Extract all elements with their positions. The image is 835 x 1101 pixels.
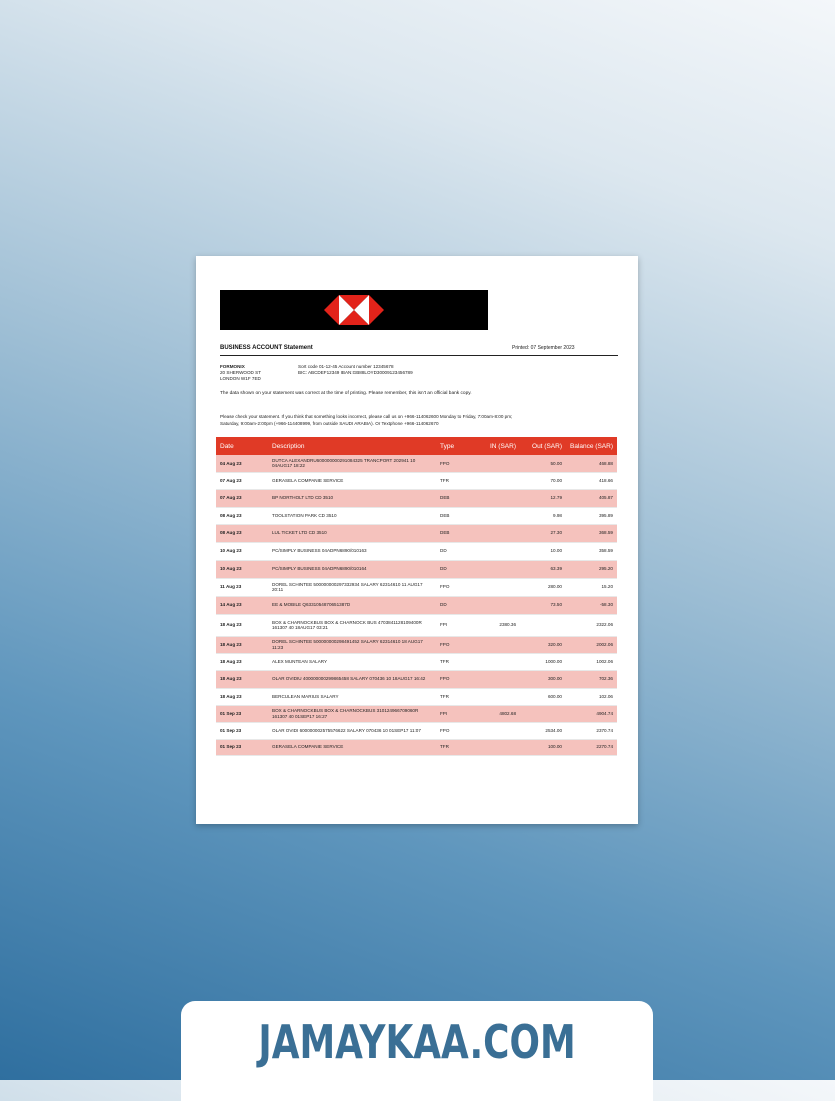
bank-logo-bar bbox=[220, 290, 488, 330]
table-row bbox=[216, 739, 617, 755]
cell-type: TFR bbox=[436, 739, 474, 755]
header-divider bbox=[220, 355, 618, 356]
cell-description: BP NORTHOLT LTD CD 3510 bbox=[268, 489, 436, 507]
cell-out: 10.00 bbox=[520, 542, 566, 560]
cell-date: 18 Aug 23 bbox=[216, 688, 268, 705]
cell-balance: 2370.74 bbox=[566, 722, 617, 739]
cell-in bbox=[474, 489, 520, 507]
contact-notice: Please check your statement. If you think that something looks incorrect, please call us on +966-114062600 Monday to Friday, 7:00am-8:00 pm; Saturday, 9:00am-2:00pm (+966-114408999, from outside SAUDI ARABIA). Or Textphone +966-114062670 bbox=[220, 414, 513, 426]
cell-description: DUTCA ALEXANDRU600000000291084325 TRANCPORT 202941 10 04AUG17 18:22 bbox=[268, 455, 436, 472]
cell-out: 70.00 bbox=[520, 472, 566, 489]
cell-date: 18 Aug 23 bbox=[216, 614, 268, 636]
cell-description: PC/SIMPLY BUSINESS 04ADPN6890/010163 bbox=[268, 542, 436, 560]
cell-description: TOOLSTATION PARK CD 3510 bbox=[268, 507, 436, 524]
cell-description: EE & MOBILE Q6331054870651387D bbox=[268, 596, 436, 614]
table-row bbox=[216, 596, 617, 614]
column-header-description: Description bbox=[268, 437, 436, 455]
cell-balance: 702.36 bbox=[566, 670, 617, 688]
cell-in bbox=[474, 524, 520, 542]
cell-type: DEB bbox=[436, 489, 474, 507]
cell-out: 63.39 bbox=[520, 560, 566, 578]
cell-in bbox=[474, 542, 520, 560]
cell-description: BOX & CHARNOCKBUS BOX & CHARNOCK BUS 4703841128109400R 161307 40 18AUG17 03:21 bbox=[268, 614, 436, 636]
cell-description: PC/SIMPLY BUSINESS 04ADPN6890/010164 bbox=[268, 560, 436, 578]
data-notice: The data shown on your statement was correct at the time of printing. Please remember, this isn't an official bank copy. bbox=[220, 391, 472, 396]
cell-type: FPI bbox=[436, 614, 474, 636]
cell-out: 73.50 bbox=[520, 596, 566, 614]
printed-date: Printed: 07 September 2023 bbox=[512, 345, 575, 351]
cell-out: 600.00 bbox=[520, 688, 566, 705]
column-header-balance: Balance (SAR) bbox=[566, 437, 617, 455]
account-line-1: Sort code 01-12-45 Account number 12345678 bbox=[298, 364, 394, 369]
cell-type: FPO bbox=[436, 578, 474, 596]
table-row bbox=[216, 653, 617, 670]
cell-type: TFR bbox=[436, 472, 474, 489]
footer-banner bbox=[181, 1001, 653, 1101]
table-row bbox=[216, 614, 617, 636]
table-row bbox=[216, 670, 617, 688]
cell-date: 11 Aug 23 bbox=[216, 578, 268, 596]
cell-balance: 368.59 bbox=[566, 524, 617, 542]
cell-in bbox=[474, 739, 520, 755]
cell-type: FPO bbox=[436, 455, 474, 472]
cell-type: DEB bbox=[436, 507, 474, 524]
cell-description: BERCULEAN MARIUS SALARY bbox=[268, 688, 436, 705]
cell-description: GERASELA COMPANIE SERVICE bbox=[268, 739, 436, 755]
cell-description: OLAR OVIDIU 400000000299865458 SALARY 070436 10 18AUG17 16:42 bbox=[268, 670, 436, 688]
cell-in bbox=[474, 578, 520, 596]
cell-date: 18 Aug 23 bbox=[216, 636, 268, 653]
cell-out bbox=[520, 614, 566, 636]
cell-balance: 2322.06 bbox=[566, 614, 617, 636]
column-header-in: IN (SAR) bbox=[474, 437, 520, 455]
cell-type: FPI bbox=[436, 705, 474, 722]
cell-balance: 405.87 bbox=[566, 489, 617, 507]
cell-date: 01 Sep 23 bbox=[216, 705, 268, 722]
cell-balance: 4904.74 bbox=[566, 705, 617, 722]
cell-out: 2534.00 bbox=[520, 722, 566, 739]
transactions-table bbox=[216, 437, 617, 756]
cell-in bbox=[474, 560, 520, 578]
cell-in bbox=[474, 688, 520, 705]
cell-date: 01 Sep 23 bbox=[216, 722, 268, 739]
cell-in bbox=[474, 455, 520, 472]
cell-type: TFR bbox=[436, 688, 474, 705]
cell-in: 2380.36 bbox=[474, 614, 520, 636]
cell-type: FPO bbox=[436, 722, 474, 739]
cell-type: DD bbox=[436, 542, 474, 560]
cell-out: 9.98 bbox=[520, 507, 566, 524]
cell-in bbox=[474, 636, 520, 653]
account-details bbox=[298, 364, 413, 376]
hexagon-logo-icon bbox=[324, 293, 384, 327]
cell-type: TFR bbox=[436, 653, 474, 670]
table-row bbox=[216, 524, 617, 542]
column-header-date: Date bbox=[216, 437, 268, 455]
cell-in bbox=[474, 507, 520, 524]
cell-balance: 1002.06 bbox=[566, 653, 617, 670]
table-row bbox=[216, 455, 617, 472]
cell-balance: 418.66 bbox=[566, 472, 617, 489]
cell-type: DEB bbox=[436, 524, 474, 542]
cell-date: 08 Aug 23 bbox=[216, 507, 268, 524]
cell-out: 27.30 bbox=[520, 524, 566, 542]
cell-date: 07 Aug 23 bbox=[216, 472, 268, 489]
cell-description: DOREL SCHINTEE 500000000297332934 SALARY 62314610 11 AUG17 20:11 bbox=[268, 578, 436, 596]
cell-out: 12.79 bbox=[520, 489, 566, 507]
cell-balance: 358.59 bbox=[566, 542, 617, 560]
cell-balance: 395.89 bbox=[566, 507, 617, 524]
table-row bbox=[216, 489, 617, 507]
cell-out: 100.00 bbox=[520, 739, 566, 755]
cell-description: GERASELA COMPANIE SERVICE bbox=[268, 472, 436, 489]
table-row bbox=[216, 472, 617, 489]
company-name: FORMONIX bbox=[220, 364, 245, 369]
statement-document bbox=[196, 256, 638, 824]
cell-in bbox=[474, 722, 520, 739]
table-row bbox=[216, 542, 617, 560]
cell-balance: 468.88 bbox=[566, 455, 617, 472]
table-header-row bbox=[216, 437, 617, 455]
address-line-1: 20 SHERWOOD ST bbox=[220, 370, 262, 375]
cell-out: 50.00 bbox=[520, 455, 566, 472]
statement-title: BUSINESS ACCOUNT Statement bbox=[220, 345, 313, 351]
cell-balance: 295.20 bbox=[566, 560, 617, 578]
cell-out bbox=[520, 705, 566, 722]
cell-date: 01 Sep 23 bbox=[216, 739, 268, 755]
cell-date: 10 Aug 23 bbox=[216, 560, 268, 578]
cell-description: BOX & CHARNOCKBUS BOX & CHARNOCKBUS 310124966709060R 161307 40 01SEP17 16:27 bbox=[268, 705, 436, 722]
column-header-out: Out (SAR) bbox=[520, 437, 566, 455]
cell-date: 10 Aug 23 bbox=[216, 542, 268, 560]
cell-out: 280.00 bbox=[520, 578, 566, 596]
cell-description: DOREL SCHINTEE 500000000298491452 SALARY 62314610 18 AUG17 11:23 bbox=[268, 636, 436, 653]
table-row bbox=[216, 688, 617, 705]
cell-in bbox=[474, 653, 520, 670]
cell-in bbox=[474, 670, 520, 688]
table-row bbox=[216, 722, 617, 739]
company-address bbox=[220, 364, 261, 382]
cell-description: OLAR OVIDI 600000002575576622 SALARY 070436 10 01SEP17 11:07 bbox=[268, 722, 436, 739]
cell-type: FPO bbox=[436, 670, 474, 688]
cell-date: 04 Aug 23 bbox=[216, 455, 268, 472]
cell-balance: 2002.06 bbox=[566, 636, 617, 653]
table-row bbox=[216, 705, 617, 722]
cell-type: DD bbox=[436, 596, 474, 614]
cell-out: 1000.00 bbox=[520, 653, 566, 670]
table-row bbox=[216, 560, 617, 578]
cell-balance: 2270.74 bbox=[566, 739, 617, 755]
cell-date: 18 Aug 23 bbox=[216, 670, 268, 688]
address-line-2: LONDON W1F 7ED bbox=[220, 376, 261, 381]
cell-date: 08 Aug 23 bbox=[216, 524, 268, 542]
table-row bbox=[216, 636, 617, 653]
cell-type: DD bbox=[436, 560, 474, 578]
cell-description: ALEX MUNTEAN SALARY bbox=[268, 653, 436, 670]
cell-in: 4802.68 bbox=[474, 705, 520, 722]
column-header-type: Type bbox=[436, 437, 474, 455]
cell-date: 14 Aug 23 bbox=[216, 596, 268, 614]
cell-description: LUL TICKET LTD CD 3510 bbox=[268, 524, 436, 542]
cell-out: 320.00 bbox=[520, 636, 566, 653]
cell-in bbox=[474, 472, 520, 489]
site-name: JAMAYKAA.COM bbox=[258, 1015, 576, 1069]
cell-balance: 15.20 bbox=[566, 578, 617, 596]
cell-balance: 102.06 bbox=[566, 688, 617, 705]
cell-balance: -58.30 bbox=[566, 596, 617, 614]
cell-out: 300.00 bbox=[520, 670, 566, 688]
table-row bbox=[216, 578, 617, 596]
cell-type: FPO bbox=[436, 636, 474, 653]
cell-in bbox=[474, 596, 520, 614]
cell-date: 07 Aug 23 bbox=[216, 489, 268, 507]
cell-date: 18 Aug 23 bbox=[216, 653, 268, 670]
account-line-2: BIC: ABCDEF12349 IBAN:GB88LOYD30009123456789 bbox=[298, 370, 413, 375]
table-row bbox=[216, 507, 617, 524]
